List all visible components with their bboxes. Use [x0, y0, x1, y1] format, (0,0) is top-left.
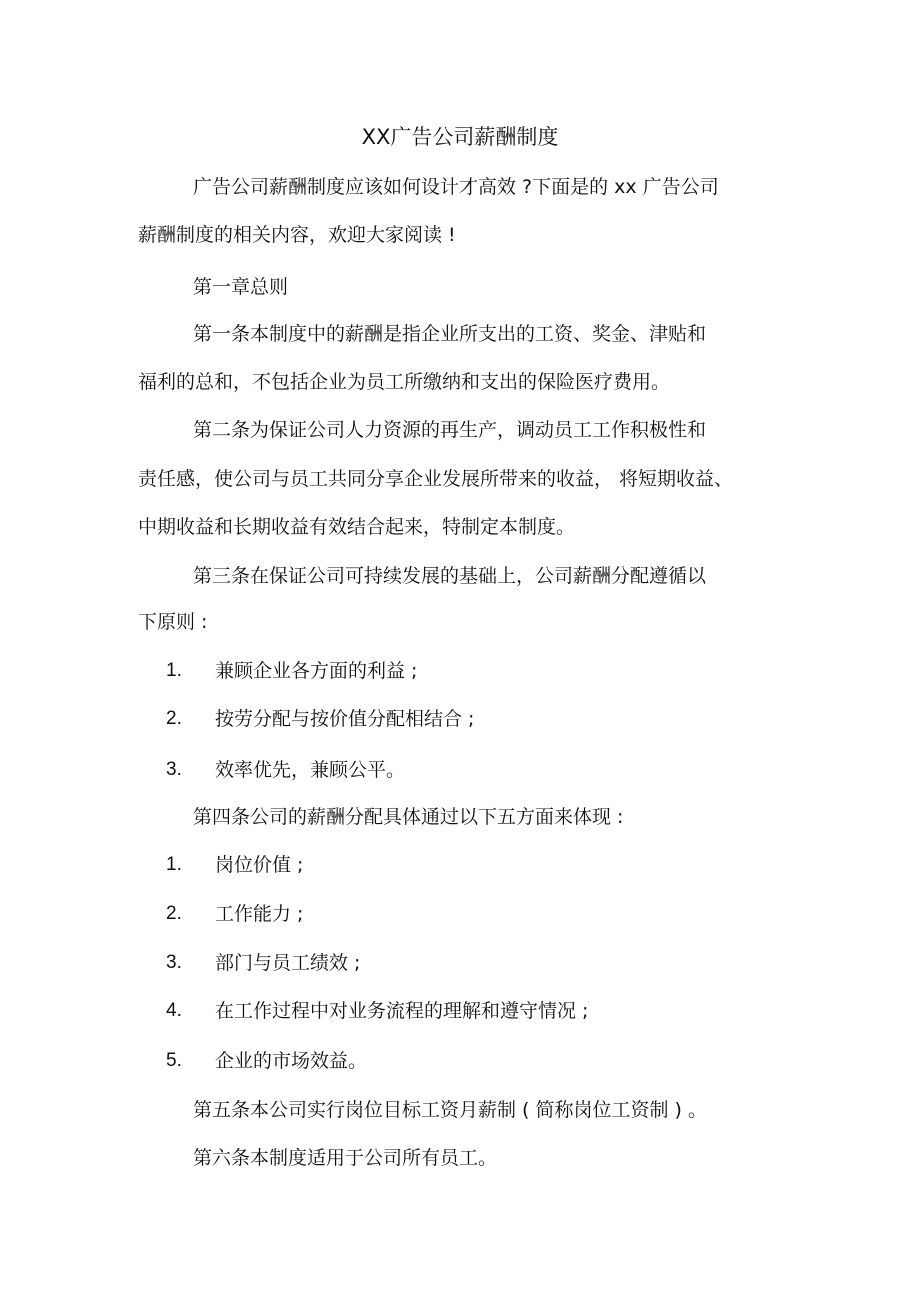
article-1-line-1: 第一条本制度中的薪酬是指企业所支出的工资、奖金、津贴和	[193, 323, 707, 345]
article-2-line-3: 中期收益和长期收益有效结合起来，特制定本制度。	[138, 516, 576, 538]
article-3-line-1: 第三条在保证公司可持续发展的基础上，公司薪酬分配遵循以	[193, 565, 707, 587]
list-item-number: 2.	[166, 903, 182, 924]
article-2-line-2: 责任感，使公司与员工共同分享企业发展所带来的收益， 将短期收益、	[138, 468, 734, 490]
article-2-line-1: 第二条为保证公司人力资源的再生产，调动员工工作积极性和	[193, 419, 707, 441]
list-item-number: 3.	[166, 759, 182, 780]
article-6: 第六条本制度适用于公司所有员工。	[193, 1147, 498, 1169]
list-item: 兼顾企业各方面的利益 ;	[215, 660, 418, 682]
list-item: 工作能力 ;	[215, 903, 304, 925]
article-1-line-2: 福利的总和，不包括企业为员工所缴纳和支出的保险医疗费用。	[138, 371, 671, 393]
article-3-line-2: 下原则 :	[138, 611, 208, 633]
list-item-number: 2.	[166, 708, 182, 729]
document-title: XX广告公司薪酬制度	[361, 125, 559, 149]
list-item: 部门与员工绩效 ;	[215, 952, 361, 974]
list-item: 岗位价值 ;	[215, 854, 304, 876]
list-item: 在工作过程中对业务流程的理解和遵守情况 ;	[215, 1000, 589, 1022]
list-item-number: 5.	[166, 1050, 182, 1071]
list-item-number: 3.	[166, 952, 182, 973]
list-item-number: 1.	[166, 854, 182, 875]
list-item: 按劳分配与按价值分配相结合 ;	[215, 708, 475, 730]
intro-line-1: 广告公司薪酬制度应该如何设计才高效 ?下面是的 xx 广告公司	[193, 176, 719, 198]
article-4-line-1: 第四条公司的薪酬分配具体通过以下五方面来体现 :	[193, 806, 624, 828]
list-item: 效率优先，兼顾公平。	[215, 759, 406, 781]
chapter-heading: 第一章总则	[193, 276, 289, 298]
list-item-number: 1.	[166, 660, 182, 681]
intro-line-2: 薪酬制度的相关内容，欢迎大家阅读 !	[138, 224, 456, 246]
list-item-number: 4.	[166, 1000, 182, 1021]
list-item: 企业的市场效益。	[215, 1050, 368, 1072]
article-5: 第五条本公司实行岗位目标工资月薪制 ( 简称岗位工资制 ) 。	[193, 1099, 707, 1121]
